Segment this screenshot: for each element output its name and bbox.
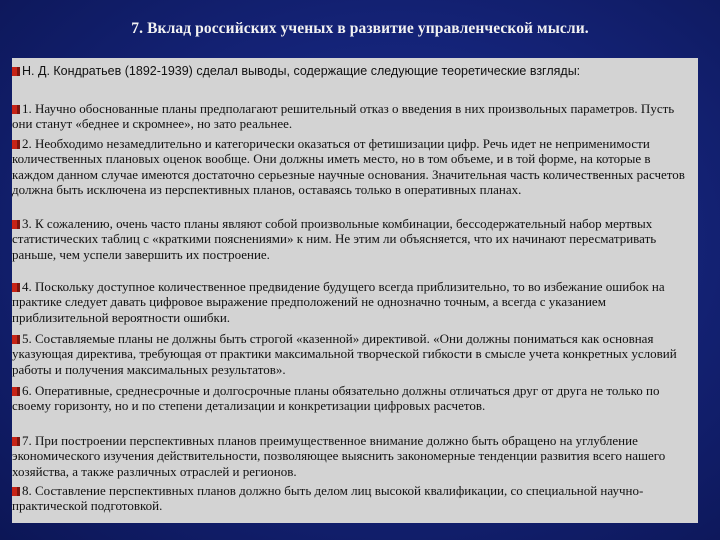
point-text: 4. Поскольку доступное количественное предвидение будущего всегда приблизительно, то во избежание ошибок на практике следует давать цифровое выражение предположений не однозначно точным, а всегда с указанием приблизительной вероятности ошибки. [12, 279, 665, 325]
bullet-marker-icon [12, 487, 20, 496]
intro-paragraph [12, 64, 692, 79]
list-item [12, 101, 692, 132]
intro-text: Н. Д. Кондратьев (1892-1939) сделал выводы, содержащие следующие теоретические взгляды: [22, 64, 581, 78]
list-item [12, 433, 692, 479]
bullet-marker-icon [12, 220, 20, 229]
list-item [12, 483, 692, 514]
list-item [12, 136, 692, 197]
point-text: 7. При построении перспективных планов преимущественное внимание должно быть обращено на углубление экономического изучения действительности, позволяющее выяснить закономерные тенденции развития всего нашего хозяйства, а также различных отраслей и регионов. [12, 433, 666, 479]
list-item [12, 383, 692, 414]
list-item [12, 279, 692, 325]
bullet-marker-icon [12, 335, 20, 344]
point-text: 8. Составление перспективных планов должно быть делом лиц высокой квалификации, со специальной научно-практической подготовкой. [12, 483, 644, 514]
list-item [12, 216, 692, 262]
bullet-marker-icon [12, 140, 20, 149]
point-text: 3. К сожалению, очень часто планы являют собой произвольные комбинации, бессодержательный набор мертвых статистических таблиц с «краткими пояснениями» к ним. Не этим ли объясняется, что их начинают пересматривать раньше, чем успели завершить их построение. [12, 216, 657, 262]
point-text: 1. Научно обоснованные планы предполагают решительный отказ о введения в них произвольных параметров. Пусть они станут «беднее и скромнее», но зато реальнее. [12, 101, 675, 132]
slide-title: 7. Вклад российских ученых в развитие управленческой мысли. [131, 20, 589, 37]
bullet-marker-icon [12, 105, 20, 114]
bullet-marker-icon [12, 387, 20, 396]
bullet-marker-icon [12, 67, 20, 76]
bullet-marker-icon [12, 283, 20, 292]
bullet-marker-icon [12, 437, 20, 446]
list-item [12, 331, 692, 377]
point-text: 5. Составляемые планы не должны быть строгой «казенной» директивой. «Они должны пониматься как основная указующая директива, требующая от практики максимальной творческой гибкости в смысле учета конкретных условий работы и получения максимальных результатов». [12, 331, 677, 377]
point-text: 2. Необходимо незамедлительно и категорически оказаться от фетишизации цифр. Речь идет не неприменимости количественных плановых оценок вообще. Они должны иметь место, но в том объеме, и в той форме, на которые в каждом данном случае имеются достаточно серьезные научные основания. Значительная часть количественных расчетов должна быть исключена из перспективных планов, оставаясь только в оперативных планах. [12, 136, 685, 197]
point-text: 6. Оперативные, среднесрочные и долгосрочные планы обязательно должны отличаться друг от друга не только по своему горизонту, но и по степени детализации и конкретизации цифровых расчетов. [12, 383, 660, 414]
